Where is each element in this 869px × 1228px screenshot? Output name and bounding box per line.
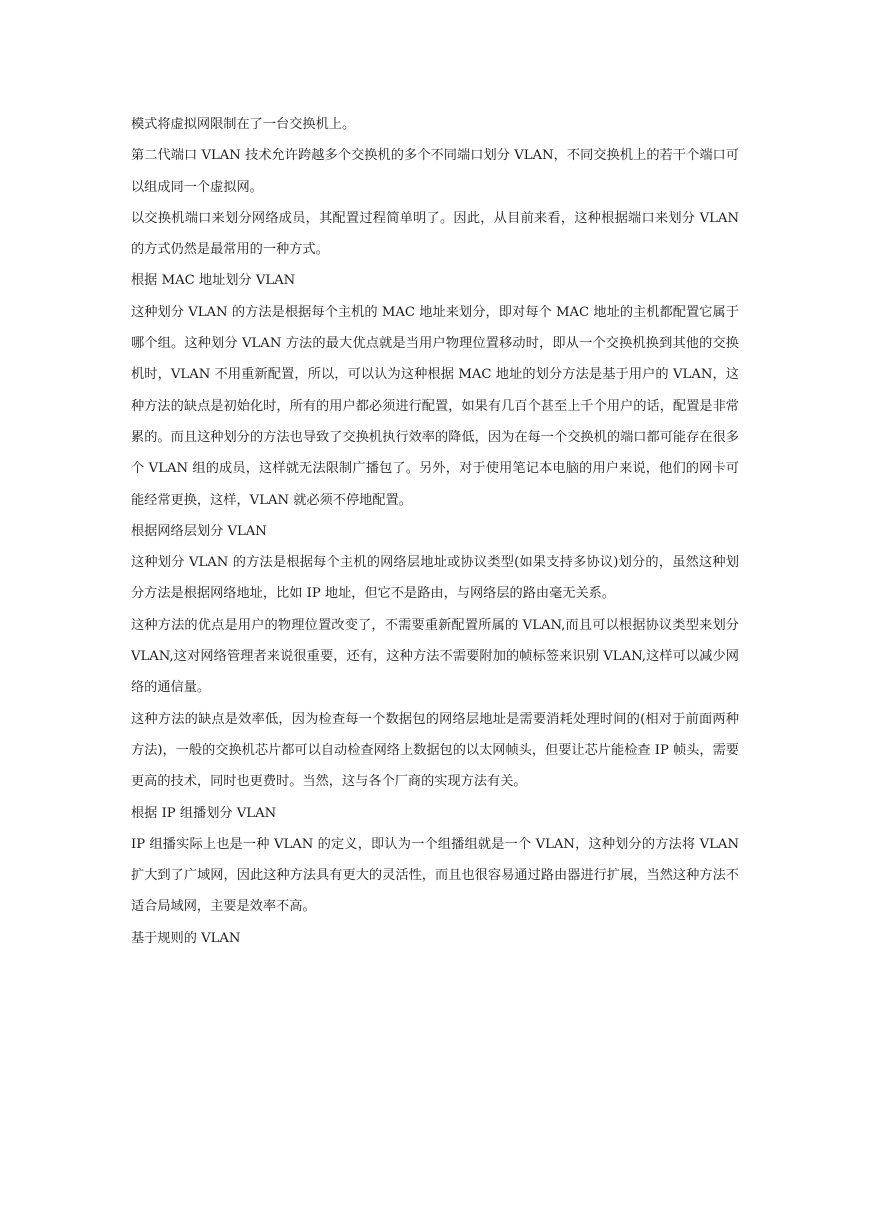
paragraph-mac-vlan-body: 这种划分 VLAN 的方法是根据每个主机的 MAC 地址来划分，即对每个 MAC 地址的主机都配置它属于哪个组。这种划分 VLAN 方法的最大优点就是当用户物理位置移动时，即从一个交换机换到其他的交换机时，VLAN 不用重新配置，所以，可以认为这种根据 MAC 地址的划分方法是基于用户的 VLAN，这种方法的缺点是初始化时，所有的用户都必须进行配置，如果有几百个甚至上千个用户的话，配置是非常累的。而且这种划分的方法也导致了交换机执行效率的降低，因为在每一个交换机的端口都可能存在很多个 VLAN 组的成员，这样就无法限制广播包了。另外，对于使用笔记本电脑的用户来说，他们的网卡可能经常更换，这样，VLAN 就必须不停地配置。	[131, 304, 739, 508]
paragraph-port-vlan-summary: 以交换机端口来划分网络成员，其配置过程简单明了。因此，从目前来看，这种根据端口来划分 VLAN 的方式仍然是最常用的一种方式。	[131, 210, 739, 258]
paragraph-intro-continuation: 模式将虚拟网限制在了一台交换机上。	[131, 117, 356, 132]
document-body	[131, 109, 739, 954]
heading-mac-vlan: 根据 MAC 地址划分 VLAN	[131, 273, 296, 289]
paragraph-network-layer-advantages: 这种方法的优点是用户的物理位置改变了，不需要重新配置所属的 VLAN,而且可以根据协议类型来划分 VLAN,这对网络管理者来说很重要，还有，这种方法不需要附加的帧标签来识别 VLAN,这样可以减少网络的通信量。	[131, 617, 739, 696]
paragraph-network-layer-description: 这种划分 VLAN 的方法是根据每个主机的网络层地址或协议类型(如果支持多协议)划分的，虽然这种划分方法是根据网络地址，比如 IP 地址，但它不是路由，与网络层的路由毫无关系。	[131, 555, 739, 602]
heading-network-layer-vlan: 根据网络层划分 VLAN	[131, 523, 267, 539]
paragraph-network-layer-disadvantages: 这种方法的缺点是效率低，因为检查每一个数据包的网络层地址是需要消耗处理时间的(相对于前面两种方法)，一般的交换机芯片都可以自动检查网络上数据包的以太网帧头，但要让芯片能检查 IP 帧头，需要更高的技术，同时也更费时。当然，这与各个厂商的实现方法有关。	[131, 711, 739, 790]
heading-rule-based-vlan: 基于规则的 VLAN	[131, 930, 241, 946]
heading-ip-multicast-vlan: 根据 IP 组播划分 VLAN	[131, 805, 277, 821]
paragraph-second-gen-port-vlan: 第二代端口 VLAN 技术允许跨越多个交换机的多个不同端口划分 VLAN，不同交换机上的若干个端口可以组成同一个虚拟网。	[131, 148, 739, 195]
paragraph-ip-multicast-body: IP 组播实际上也是一种 VLAN 的定义，即认为一个组播组就是一个 VLAN，这种划分的方法将 VLAN 扩大到了广域网，因此这种方法具有更大的灵活性，而且也很容易通过路由器进行扩展，当然这种方法不适合局域网，主要是效率不高。	[131, 836, 739, 915]
